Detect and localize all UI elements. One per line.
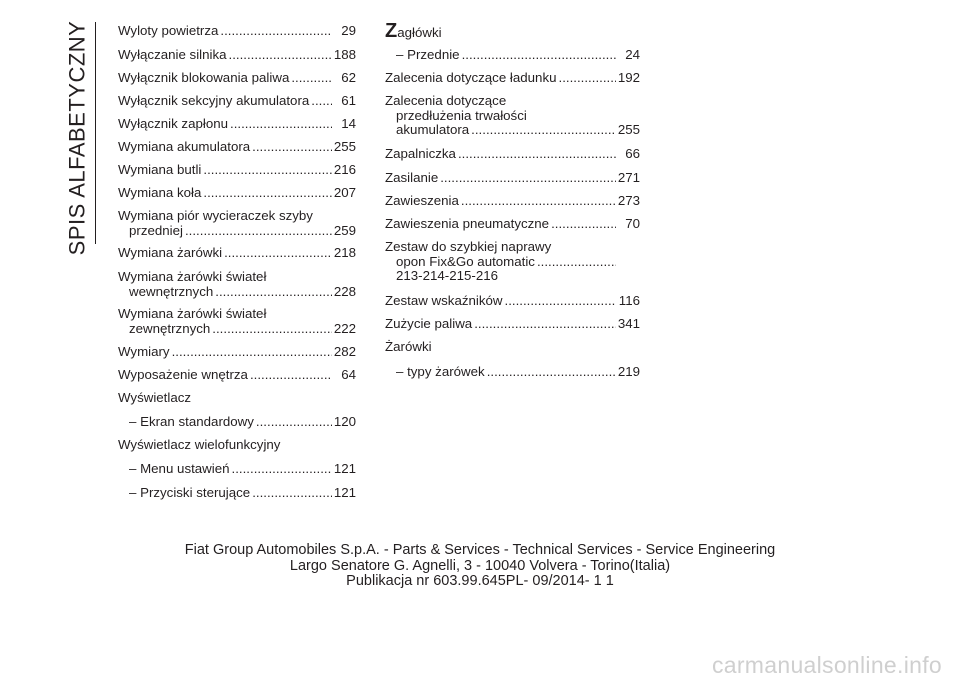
index-entry: Zawieszenia pneumatyczne ..... 70	[385, 217, 640, 232]
index-entry: Wyłączanie silnika ..... 188	[118, 48, 356, 63]
index-entry: Wymiana akumulatora ..... 255	[118, 140, 356, 155]
index-entry: Zawieszenia ..... 273	[385, 194, 640, 209]
index-entry: – Przyciski sterujące ..... 121	[118, 486, 356, 501]
index-entry: Wymiary ..... 282	[118, 345, 356, 360]
side-divider-line	[95, 22, 96, 244]
side-section-title-text: SPIS ALFABETYCZNY	[64, 20, 89, 256]
index-heading: Wyświetlacz wielofunkcyjny	[118, 437, 281, 452]
index-entry: Wyposażenie wnętrza ..... 64	[118, 368, 356, 383]
publisher-footer	[0, 543, 960, 590]
watermark-text: carmanualsonline.info	[711, 652, 942, 678]
footer-line: Publikacja nr 603.99.645PL- 09/2014- 1 1	[346, 573, 614, 589]
index-heading: Żarówki	[385, 339, 432, 354]
index-entry: Zużycie paliwa ..... 341	[385, 317, 640, 332]
index-entry: Zestaw do szybkiej naprawy opon Fix&Go automatic ..... 213-214-215-216	[385, 240, 640, 284]
index-entry: Wyłącznik blokowania paliwa ..... 62	[118, 71, 356, 86]
side-section-title	[62, 22, 92, 254]
index-entry: Wymiana żarówki świateł zewnętrznych ..... 222	[118, 307, 356, 336]
index-entry: Wymiana butli ..... 216	[118, 163, 356, 178]
index-entry: Zalecenia dotyczące przedłużenia trwałości akumulatora ..... 255	[385, 94, 640, 138]
index-entry: Zasilanie ..... 271	[385, 171, 640, 186]
index-entry: Zalecenia dotyczące ładunku ..... 192	[385, 71, 640, 86]
index-entry: Wyłącznik sekcyjny akumulatora ..... 61	[118, 94, 356, 109]
index-entry: – Przednie ..... 24	[385, 48, 640, 63]
index-entry: Wymiana koła ..... 207	[118, 186, 356, 201]
index-entry: Wymiana piór wycieraczek szyby przedniej ..... 259	[118, 209, 356, 238]
index-entry: Wyloty powietrza ..... 29	[118, 24, 356, 39]
footer-line: Fiat Group Automobiles S.p.A. - Parts & Services - Technical Services - Service Engineering	[184, 542, 776, 558]
index-letter-heading: Zagłówki	[385, 20, 442, 42]
index-entry: – Ekran standardowy ..... 120	[118, 415, 356, 430]
index-entry: – Menu ustawień ..... 121	[118, 462, 356, 477]
index-entry: Zestaw wskaźników ..... 116	[385, 294, 640, 309]
index-entry: – typy żarówek ..... 219	[385, 365, 640, 380]
index-heading: Wyświetlacz	[118, 390, 192, 405]
footer-line: Largo Senatore G. Agnelli, 3 - 10040 Volvera - Torino(Italia)	[289, 557, 671, 574]
index-entry: Wymiana żarówki ..... 218	[118, 246, 356, 261]
index-entry: Wyłącznik zapłonu ..... 14	[118, 117, 356, 132]
index-entry: Wymiana żarówki świateł wewnętrznych ..... 228	[118, 270, 356, 299]
index-entry: Zapalniczka ..... 66	[385, 147, 640, 162]
